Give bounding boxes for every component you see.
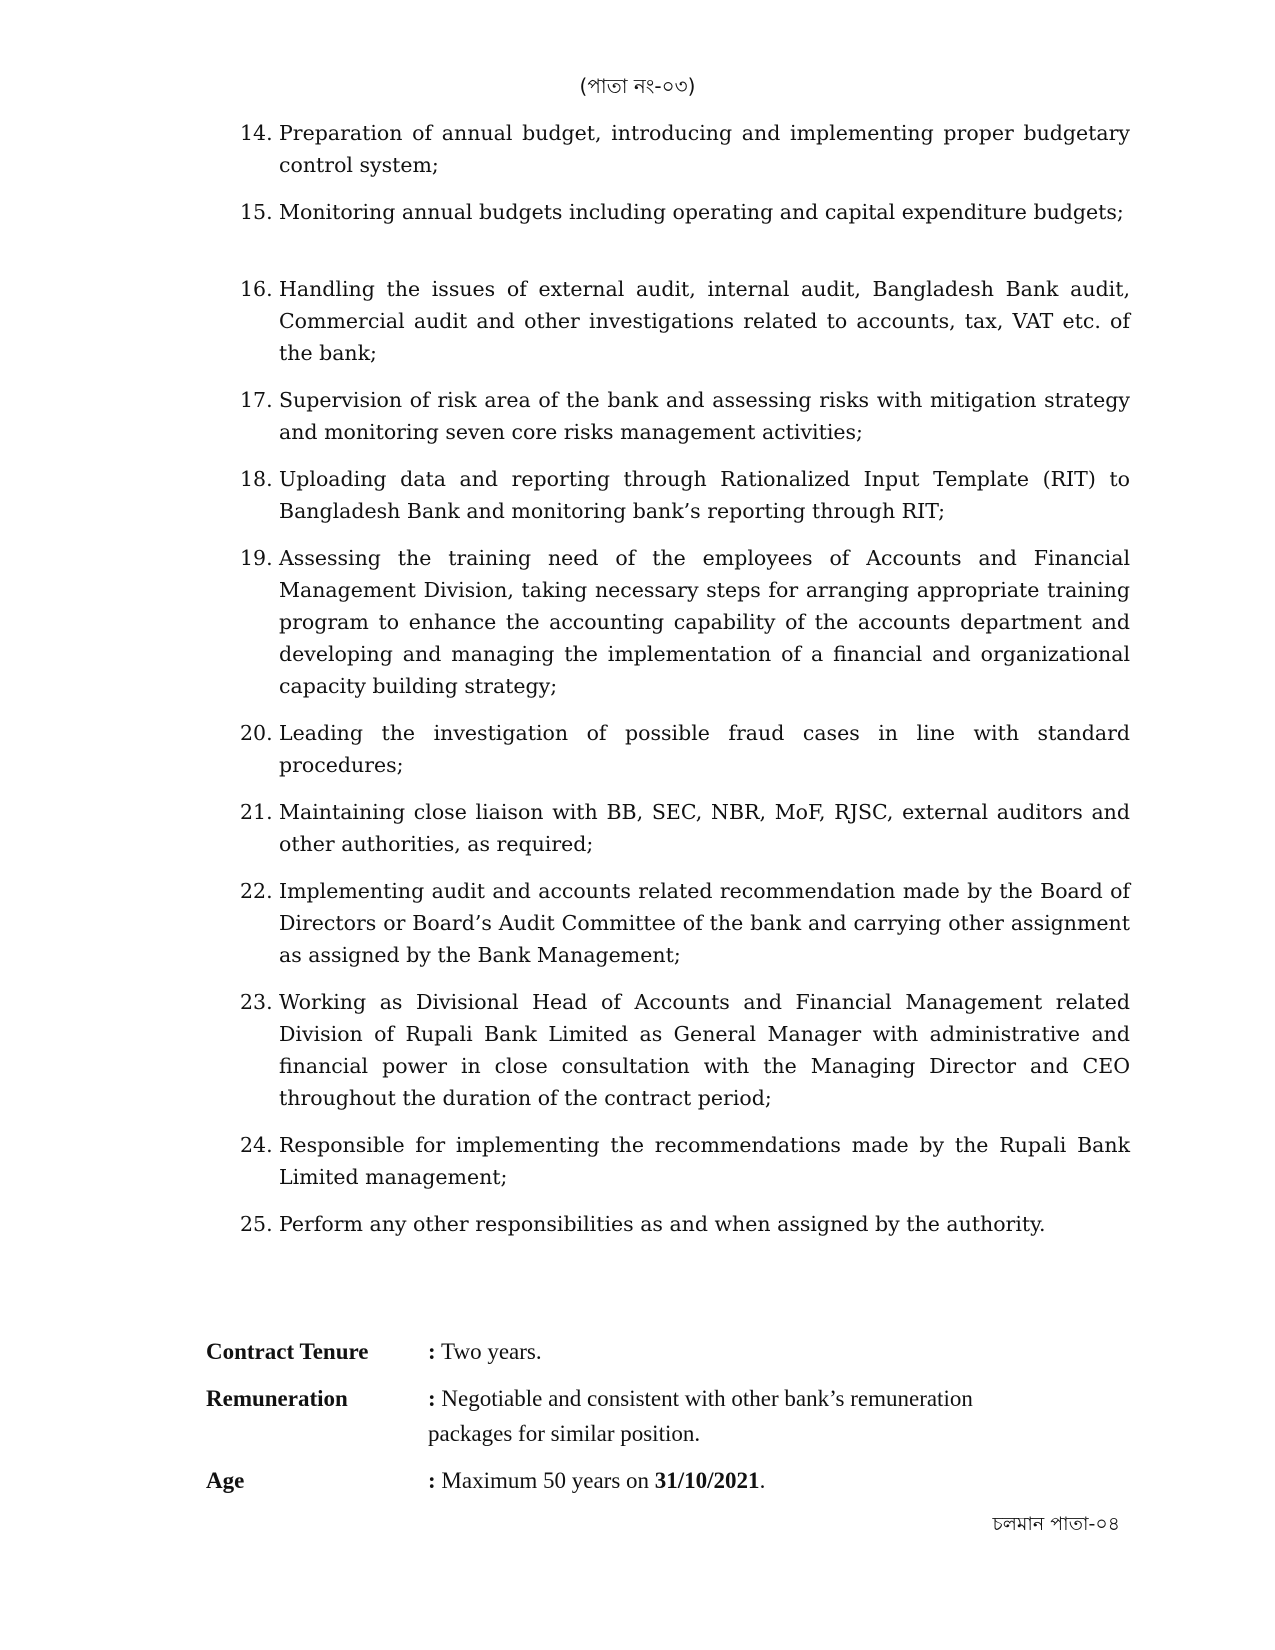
duty-number: 24. xyxy=(240,1133,273,1157)
duty-number: 19. xyxy=(240,546,273,570)
duty-text: Monitoring annual budgets including operating and capital expenditure budgets; xyxy=(279,200,1124,224)
term-value xyxy=(428,1334,1048,1369)
duty-item xyxy=(240,1129,1130,1193)
duty-item xyxy=(240,463,1130,527)
duty-item xyxy=(240,796,1130,860)
duty-number: 17. xyxy=(240,388,273,412)
duty-item xyxy=(240,273,1130,369)
duty-item xyxy=(240,117,1130,181)
term-value xyxy=(428,1381,1048,1451)
term-contract-tenure xyxy=(206,1334,1106,1369)
duty-text: Handling the issues of external audit, internal audit, Bangladesh Bank audit, Commercial audit and other investigations related to accounts, tax, VAT etc. of the bank; xyxy=(279,277,1130,365)
duty-number: 21. xyxy=(240,800,273,824)
duty-text: Responsible for implementing the recommendations made by the Rupali Bank Limited management; xyxy=(279,1133,1130,1189)
term-colon: : xyxy=(428,1386,436,1411)
term-value-suffix: . xyxy=(759,1468,766,1493)
duty-text: Leading the investigation of possible fraud cases in line with standard procedures; xyxy=(279,721,1130,777)
duty-number: 23. xyxy=(240,990,273,1014)
contract-terms xyxy=(206,1334,1106,1510)
duty-item xyxy=(240,196,1130,228)
term-label: Remuneration xyxy=(206,1386,348,1411)
term-value-text: Negotiable and consistent with other bank’s remuneration packages for similar position. xyxy=(428,1386,973,1446)
term-label: Age xyxy=(206,1468,245,1493)
age-cutoff-date: 31/10/2021 xyxy=(654,1468,760,1493)
duty-item xyxy=(240,1208,1130,1240)
term-age xyxy=(206,1463,1106,1498)
duty-number: 18. xyxy=(240,467,273,491)
duty-text: Supervision of risk area of the bank and assessing risks with mitigation strategy and monitoring seven core risks management activities; xyxy=(279,388,1130,444)
term-value-text: Maximum 50 years on xyxy=(441,1468,655,1493)
term-remuneration xyxy=(206,1381,1106,1451)
term-value-text: Two years. xyxy=(441,1339,542,1364)
continued-page-footer: চলমান পাতা-০৪ xyxy=(992,1513,1120,1535)
duty-text: Maintaining close liaison with BB, SEC, NBR, MoF, RJSC, external auditors and other authorities, as required; xyxy=(279,800,1130,856)
duty-item xyxy=(240,542,1130,702)
duty-text: Implementing audit and accounts related recommendation made by the Board of Directors or Board’s Audit Committee of the bank and carrying other assignment as assigned by the Bank Management; xyxy=(279,879,1130,967)
duty-number: 25. xyxy=(240,1212,273,1236)
term-colon: : xyxy=(428,1339,436,1364)
duty-number: 14. xyxy=(240,121,273,145)
term-label: Contract Tenure xyxy=(206,1339,369,1364)
duty-text: Working as Divisional Head of Accounts and Financial Management related Division of Rupali Bank Limited as General Manager with administrative and financial power in close consultation with the Managing Director and CEO throughout the duration of the contract period; xyxy=(279,990,1130,1110)
duty-number: 22. xyxy=(240,879,273,903)
duty-text: Uploading data and reporting through Rationalized Input Template (RIT) to Bangladesh Bank and monitoring bank’s reporting through RIT; xyxy=(279,467,1130,523)
duty-item xyxy=(240,717,1130,781)
duty-number: 15. xyxy=(240,200,273,224)
duty-text: Assessing the training need of the employees of Accounts and Financial Management Division, taking necessary steps for arranging appropriate training program to enhance the accounting capability of the accounts department and developing and managing the implementation of a financial and organizational capacity building strategy; xyxy=(279,546,1130,698)
duty-number: 16. xyxy=(240,277,273,301)
duty-item xyxy=(240,875,1130,971)
duty-item xyxy=(240,384,1130,448)
duty-item xyxy=(240,986,1130,1114)
duties-list xyxy=(240,117,1130,1255)
duty-number: 20. xyxy=(240,721,273,745)
term-colon: : xyxy=(428,1468,436,1493)
term-value xyxy=(428,1463,1048,1498)
page-number-header: (পাতা নং-০৩) xyxy=(579,74,696,98)
duty-text: Preparation of annual budget, introducing and implementing proper budgetary control system; xyxy=(279,121,1130,177)
duty-text: Perform any other responsibilities as and when assigned by the authority. xyxy=(279,1212,1046,1236)
